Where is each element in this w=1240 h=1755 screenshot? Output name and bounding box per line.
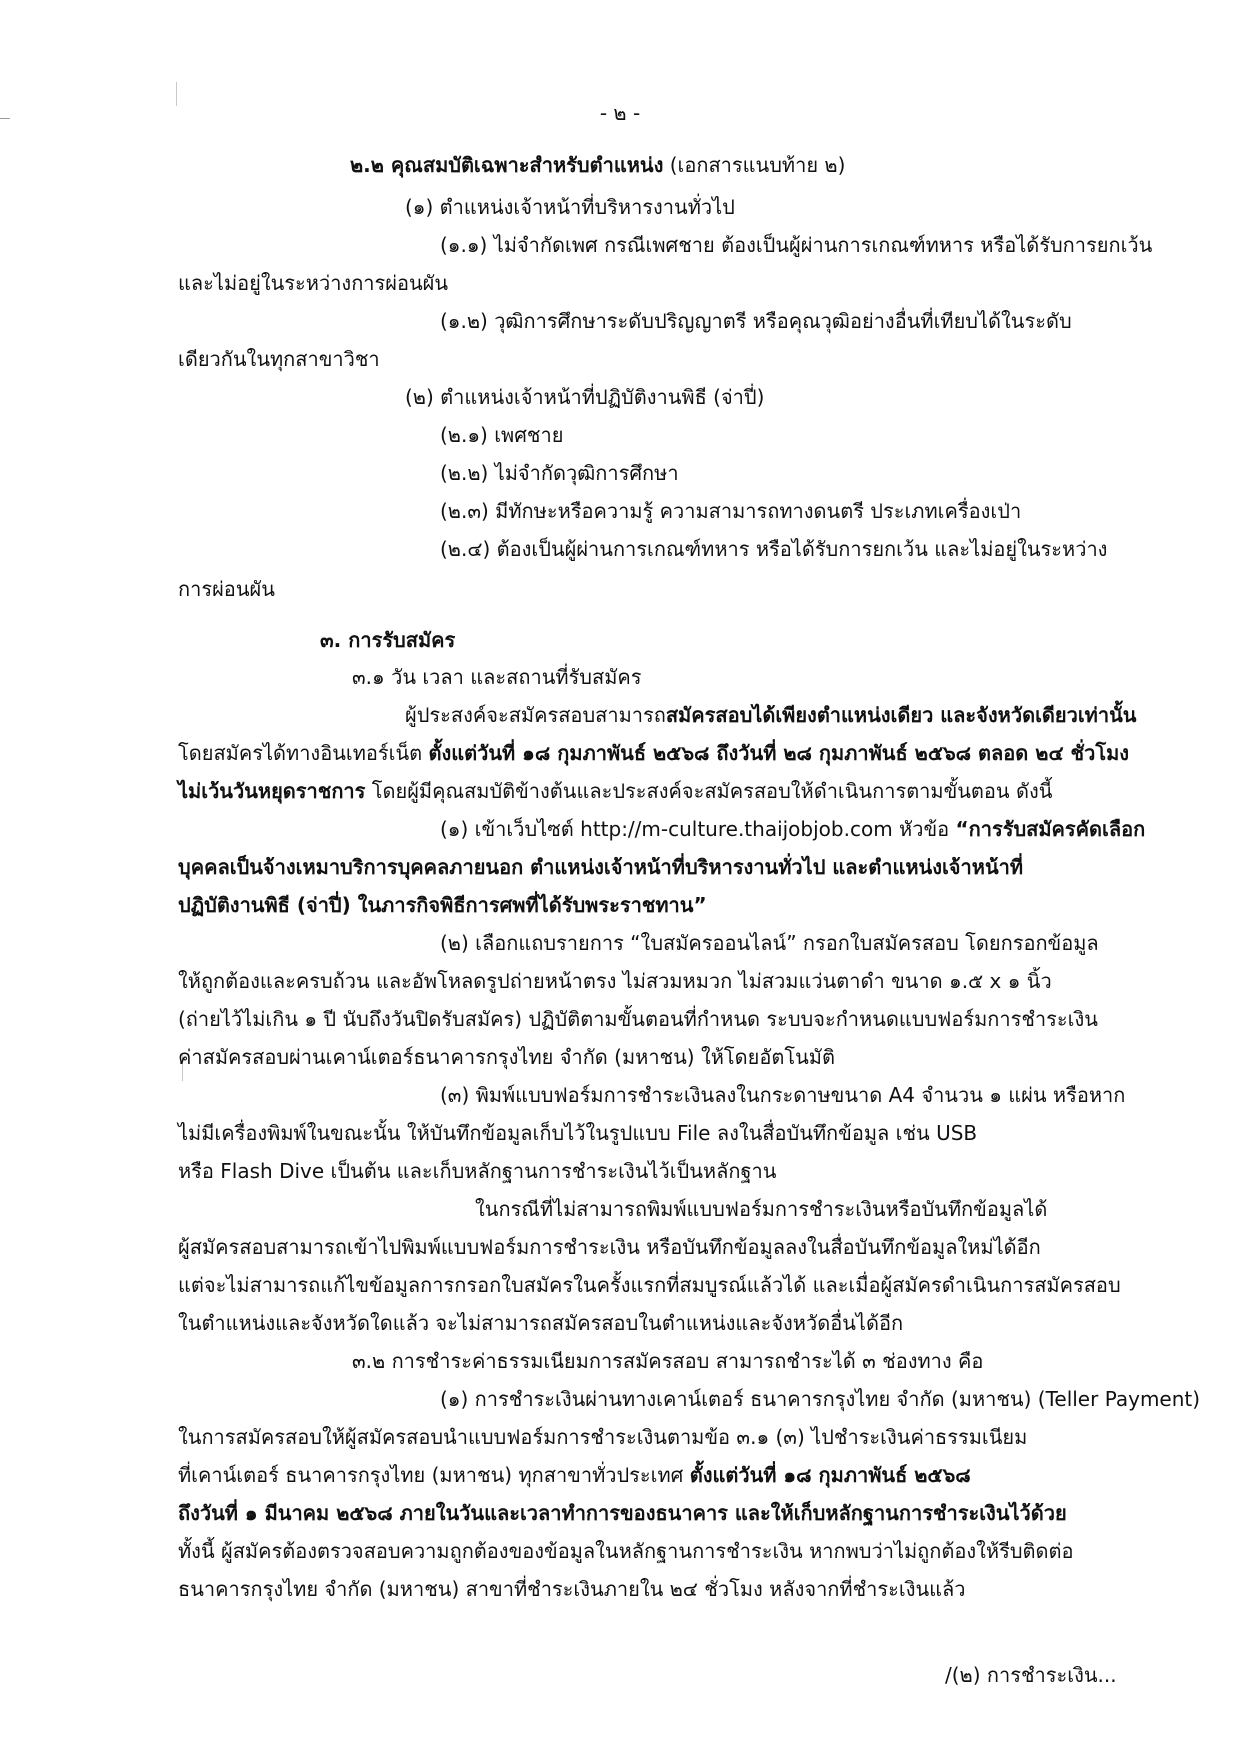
pos1-item2-line1: (๑.๒) วุฒิการศึกษาระดับปริญญาตรี หรือคุณวุฒิอย่างอื่นที่เทียบได้ในระดับ bbox=[440, 309, 1072, 333]
pay1-line1: (๑) การชำระเงินผ่านทางเคาน์เตอร์ ธนาคารกรุงไทย จำกัด (มหาชน) (Teller Payment) bbox=[440, 1387, 1201, 1411]
section-2-2-heading-rest: (เอกสารแนบท้าย ๒) bbox=[663, 153, 846, 177]
pay1-line4-bold: ถึงวันที่ ๑ มีนาคม ๒๕๖๘ ภายในวันและเวลาทำการของธนาคาร และให้เก็บหลักฐานการชำระเงินไว้ด้วย bbox=[178, 1501, 1067, 1525]
pos2-title: (๒) ตำแหน่งเจ้าหน้าที่ปฏิบัติงานพิธี (จ่าปี่) bbox=[405, 385, 765, 409]
step3-line3: หรือ Flash Dive เป็นต้น และเก็บหลักฐานการชำระเงินไว้เป็นหลักฐาน bbox=[178, 1159, 777, 1183]
s31-para1-line3 bbox=[178, 776, 1052, 806]
note-line4: ในตำแหน่งและจังหวัดใดแล้ว จะไม่สามารถสมัครสอบในตำแหน่งและจังหวัดอื่นได้อีก bbox=[178, 1311, 904, 1335]
section-3-1-title: ๓.๑ วัน เวลา และสถานที่รับสมัคร bbox=[352, 665, 642, 689]
section-3-heading-text: ๓. การรับสมัคร bbox=[320, 628, 456, 652]
pay1-line3-text: ที่เคาน์เตอร์ ธนาคารกรุงไทย (มหาชน) ทุกสาขาทั่วประเทศ bbox=[178, 1463, 690, 1487]
step2-line3: (ถ่ายไว้ไม่เกิน ๑ ปี นับถึงวันปิดรับสมัคร) ปฏิบัติตามขั้นตอนที่กำหนด ระบบจะกำหนดแบบฟอร์มการชำระเงิน bbox=[178, 1007, 1098, 1031]
pos1-item1-line1: (๑.๑) ไม่จำกัดเพศ กรณีเพศชาย ต้องเป็นผู้ผ่านการเกณฑ์ทหาร หรือได้รับการยกเว้น bbox=[440, 233, 1153, 257]
s31-para1-line1 bbox=[405, 700, 1136, 730]
page-number: - ๒ - bbox=[599, 101, 641, 125]
step1-line2-bold: บุคคลเป็นจ้างเหมาบริการบุคคลภายนอก ตำแหน่งเจ้าหน้าที่บริหารงานทั่วไป และตำแหน่งเจ้าหน้าที่ bbox=[178, 855, 1024, 879]
step2-line1: (๒) เลือกแถบรายการ “ใบสมัครออนไลน์” กรอกใบสมัครสอบ โดยกรอกข้อมูล bbox=[440, 931, 1099, 955]
step1-line1 bbox=[440, 814, 1145, 844]
continuation-note: /(๒) การชำระเงิน... bbox=[945, 1663, 1117, 1687]
pay1-line2: ในการสมัครสอบให้ผู้สมัครสอบนำแบบฟอร์มการชำระเงินตามข้อ ๓.๑ (๓) ไปชำระเงินค่าธรรมเนียม bbox=[178, 1425, 1028, 1449]
s31-para1-line2-text: โดยสมัครได้ทางอินเทอร์เน็ต bbox=[178, 741, 429, 765]
step1-line2 bbox=[178, 852, 1023, 882]
pay1-line5: ทั้งนี้ ผู้สมัครต้องตรวจสอบความถูกต้องของข้อมูลในหลักฐานการชำระเงิน หากพบว่าไม่ถูกต้องให้รีบติดต่อ bbox=[178, 1539, 1074, 1563]
step1-line1-text: (๑) เข้าเว็บไซต์ http://m-culture.thaijobjob.com หัวข้อ bbox=[440, 817, 956, 841]
section-2-2-heading bbox=[350, 150, 845, 180]
step3-line1: (๓) พิมพ์แบบฟอร์มการชำระเงินลงในกระดาษขนาด A4 จำนวน ๑ แผ่น หรือหาก bbox=[440, 1083, 1126, 1107]
pos2-item4-line2: การผ่อนผัน bbox=[178, 577, 275, 601]
pos2-item1: (๒.๑) เพศชาย bbox=[440, 423, 564, 447]
section-3-heading bbox=[320, 625, 455, 655]
pay1-line4 bbox=[178, 1498, 1067, 1528]
step3-line2: ไม่มีเครื่องพิมพ์ในขณะนั้น ให้บันทึกข้อมูลเก็บไว้ในรูปแบบ File ลงในสื่อบันทึกข้อมูล เช่น USB bbox=[178, 1121, 978, 1145]
s31-para1-line2 bbox=[178, 738, 1129, 768]
s31-para1-line3-bold: ไม่เว้นวันหยุดราชการ bbox=[178, 779, 366, 803]
pos1-item2-line2: เดียวกันในทุกสาขาวิชา bbox=[178, 347, 380, 371]
pay1-line3 bbox=[178, 1460, 971, 1490]
note-line2: ผู้สมัครสอบสามารถเข้าไปพิมพ์แบบฟอร์มการชำระเงิน หรือบันทึกข้อมูลลงในสื่อบันทึกข้อมูลใหม่ได้อีก bbox=[178, 1235, 1041, 1259]
pay1-line3-bold: ตั้งแต่วันที่ ๑๘ กุมภาพันธ์ ๒๕๖๘ bbox=[689, 1463, 971, 1487]
step1-line3-bold: ปฏิบัติงานพิธี (จ่าปี่) ในภารกิจพิธีการศพที่ได้รับพระราชทาน” bbox=[178, 893, 707, 917]
pos2-item2: (๒.๒) ไม่จำกัดวุฒิการศึกษา bbox=[440, 461, 679, 485]
section-3-2-title: ๓.๒ การชำระค่าธรรมเนียมการสมัครสอบ สามารถชำระได้ ๓ ช่องทาง คือ bbox=[352, 1349, 984, 1373]
s31-para1-line1-text: ผู้ประสงค์จะสมัครสอบสามารถ bbox=[405, 703, 666, 727]
note-line3: แต่จะไม่สามารถแก้ไขข้อมูลการกรอกใบสมัครในครั้งแรกที่สมบูรณ์แล้วได้ และเมื่อผู้สมัครดำเนินการสมัครสอบ bbox=[178, 1273, 1121, 1297]
pos1-title: (๑) ตำแหน่งเจ้าหน้าที่บริหารงานทั่วไป bbox=[405, 195, 735, 219]
step1-line1-bold: “การรับสมัครคัดเลือก bbox=[955, 817, 1146, 841]
step2-line2: ให้ถูกต้องและครบถ้วน และอัพโหลดรูปถ่ายหน้าตรง ไม่สวมหมวก ไม่สวมแว่นตาดำ ขนาด ๑.๕ x ๑ นิ้ว bbox=[178, 969, 1052, 993]
s31-para1-line2-bold: ตั้งแต่วันที่ ๑๘ กุมภาพันธ์ ๒๕๖๘ ถึงวันที่ ๒๘ กุมภาพันธ์ ๒๕๖๘ ตลอด ๒๔ ชั่วโมง bbox=[428, 741, 1130, 765]
pay1-line6: ธนาคารกรุงไทย จำกัด (มหาชน) สาขาที่ชำระเงินภายใน ๒๔ ชั่วโมง หลังจากที่ชำระเงินแล้ว bbox=[178, 1577, 966, 1601]
step1-line3 bbox=[178, 890, 707, 920]
pos1-item1-line2: และไม่อยู่ในระหว่างการผ่อนผัน bbox=[178, 271, 449, 295]
s31-para1-line1-bold: สมัครสอบได้เพียงตำแหน่งเดียว และจังหวัดเดียวเท่านั้น bbox=[665, 703, 1137, 727]
pos2-item4-line1: (๒.๔) ต้องเป็นผู้ผ่านการเกณฑ์ทหาร หรือได้รับการยกเว้น และไม่อยู่ในระหว่าง bbox=[440, 537, 1108, 561]
s31-para1-line3-text: โดยผู้มีคุณสมบัติข้างต้นและประสงค์จะสมัครสอบให้ดำเนินการตามขั้นตอน ดังนี้ bbox=[365, 779, 1053, 803]
note-line1: ในกรณีที่ไม่สามารถพิมพ์แบบฟอร์มการชำระเงินหรือบันทึกข้อมูลได้ bbox=[475, 1197, 1048, 1221]
section-2-2-heading-bold: ๒.๒ คุณสมบัติเฉพาะสำหรับตำแหน่ง bbox=[350, 153, 664, 177]
pos2-item3: (๒.๓) มีทักษะหรือความรู้ ความสามารถทางดนตรี ประเภทเครื่องเป่า bbox=[440, 499, 1022, 523]
step2-line4: ค่าสมัครสอบผ่านเคาน์เตอร์ธนาคารกรุงไทย จำกัด (มหาชน) ให้โดยอัตโนมัติ bbox=[178, 1045, 835, 1069]
